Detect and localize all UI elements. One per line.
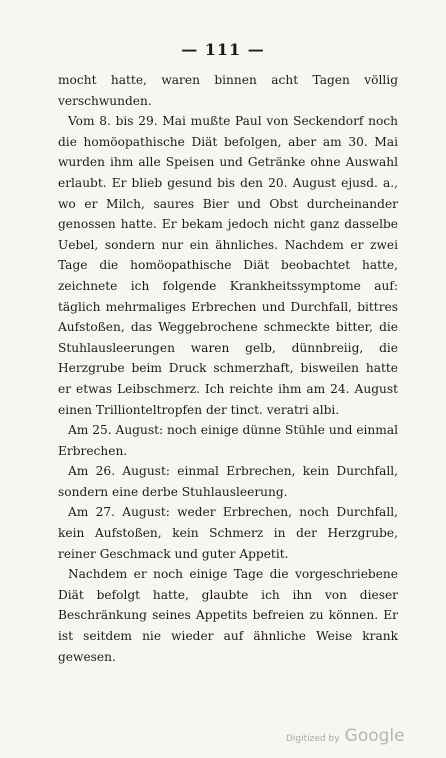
google-logo: Google [344, 726, 405, 746]
body-text [58, 70, 398, 667]
paragraph-aug-27: Am 27. August: weder Erbrechen, noch Durchfall, kein Aufstoßen, kein Schmerz in der Herzgrube, reiner Geschmack und guter Appetit. [58, 505, 398, 561]
paragraph-conclusion: Nachdem er noch einige Tage die vorgeschriebene Diät befolgt hatte, glaubte ich ihn von dieser Beschränkung seines Appetits befreien zu können. Er ist seitdem nie wieder auf ähnliche Weise krank gewesen. [58, 567, 398, 664]
digitization-watermark [286, 726, 405, 746]
paragraph-aug-26: Am 26. August: einmal Erbrechen, kein Durchfall, sondern eine derbe Stuhlausleerung. [58, 464, 398, 499]
paragraph-case-report: Vom 8. bis 29. Mai mußte Paul von Seckendorf noch die homöopathische Diät befolgen, aber am 30. Mai wurden ihm alle Speisen und Getränke ohne Auswahl erlaubt. Er blieb gesund bis den 20. August ejusd. a., wo er Milch, saures Bier und Obst durcheinander genossen hatte. Er bekam jedoch nicht ganz dasselbe Uebel, sondern nur ein ähnliches. Nachdem er zwei Tage die homöopathische Diät beobachtet hatte, zeichnete ich folgende Krankheitssymptome auf: täglich mehrmaliges Erbrechen und Durchfall, bittres Aufstoßen, das Weggebrochene schmeckte bitter, die Stuhlausleerungen waren gelb, dünnbreiig, die Herzgrube beim Druck schmerzhaft, bisweilen hatte er etwas Leibschmerz. Ich reichte ihm am 24. August einen Trillionteltropfen der tinct. veratri albi. [58, 114, 398, 417]
paragraph-continuation: mocht hatte, waren binnen acht Tagen völlig verschwunden. [58, 73, 398, 108]
digitized-by-text: Digitized by [286, 734, 340, 744]
paragraph-aug-25: Am 25. August: noch einige dünne Stühle und einmal Erbrechen. [58, 423, 398, 458]
page-number: — 111 — [181, 40, 265, 59]
